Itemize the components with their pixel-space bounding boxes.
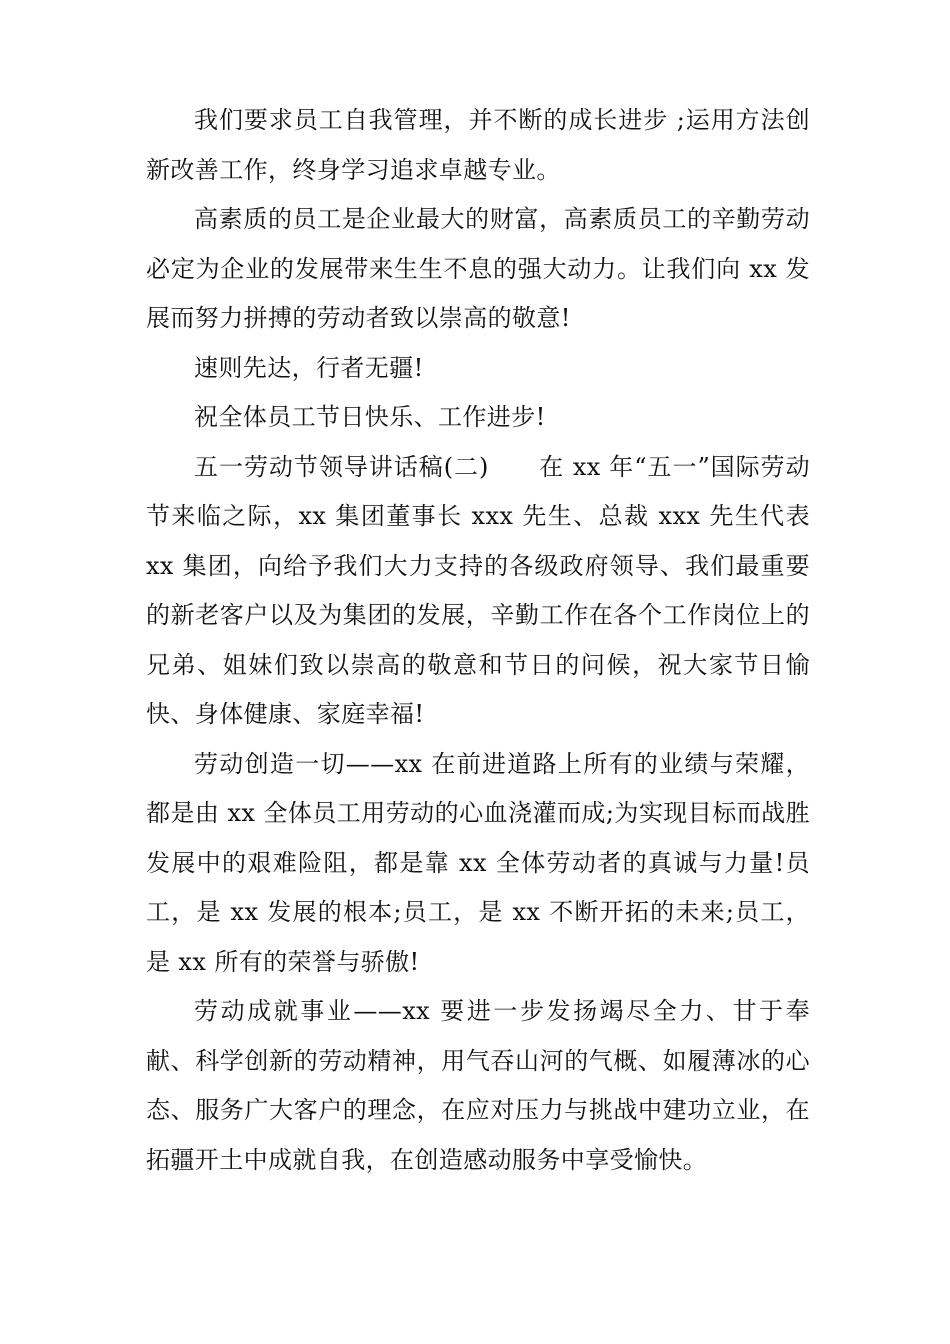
- document-body: [146, 96, 810, 1185]
- paragraph-quality-staff: 高素质的员工是企业最大的财富，高素质员工的辛勤劳动必定为企业的发展带来生生不息的强大动力。让我们向 xx 发展而努力拼搏的劳动者致以崇高的敬意!: [146, 205, 810, 332]
- paragraph-labor-creates: 劳动创造一切——xx 在前进道路上所有的业绩与荣耀，都是由 xx 全体员工用劳动的心血浇灌而成;为实现目标而战胜发展中的艰难险阻，都是靠 xx 全体劳动者的真诚与力量!员工，是 xx 发展的根本;员工，是 xx 不断开拓的未来;员工，是 xx 所有的荣誉与骄傲!: [146, 749, 810, 976]
- paragraph-labor-achieves: 劳动成就事业——xx 要进一步发扬竭尽全力、甘于奉献、科学创新的劳动精神，用气吞山河的气概、如履薄冰的心态、服务广大客户的理念，在应对压力与挑战中建功立业，在拓疆开土中成就自我，在创造感动服务中享受愉快。: [146, 997, 810, 1174]
- paragraph-slogan: 速则先达，行者无疆!: [194, 353, 424, 382]
- paragraph-holiday-wish: 祝全体员工节日快乐、工作进步!: [194, 403, 546, 431]
- paragraph-self-management: 我们要求员工自我管理，并不断的成长进步 ;运用方法创新改善工作，终身学习追求卓越专业。: [146, 106, 810, 184]
- paragraph-speech-title: 五一劳动节领导讲话稿(二) 在 xx 年“五一”国际劳动节来临之际，xx 集团董事长 xxx 先生、总裁 xxx 先生代表 xx 集团，向给予我们大力支持的各级政府领导、我们最重要的新老客户以及为集团的发展，辛勤工作在各个工作岗位上的兄弟、姐妹们致以崇高的敬意和节日的问候，祝大家节日愉快、身体健康、家庭幸福!: [146, 452, 810, 728]
